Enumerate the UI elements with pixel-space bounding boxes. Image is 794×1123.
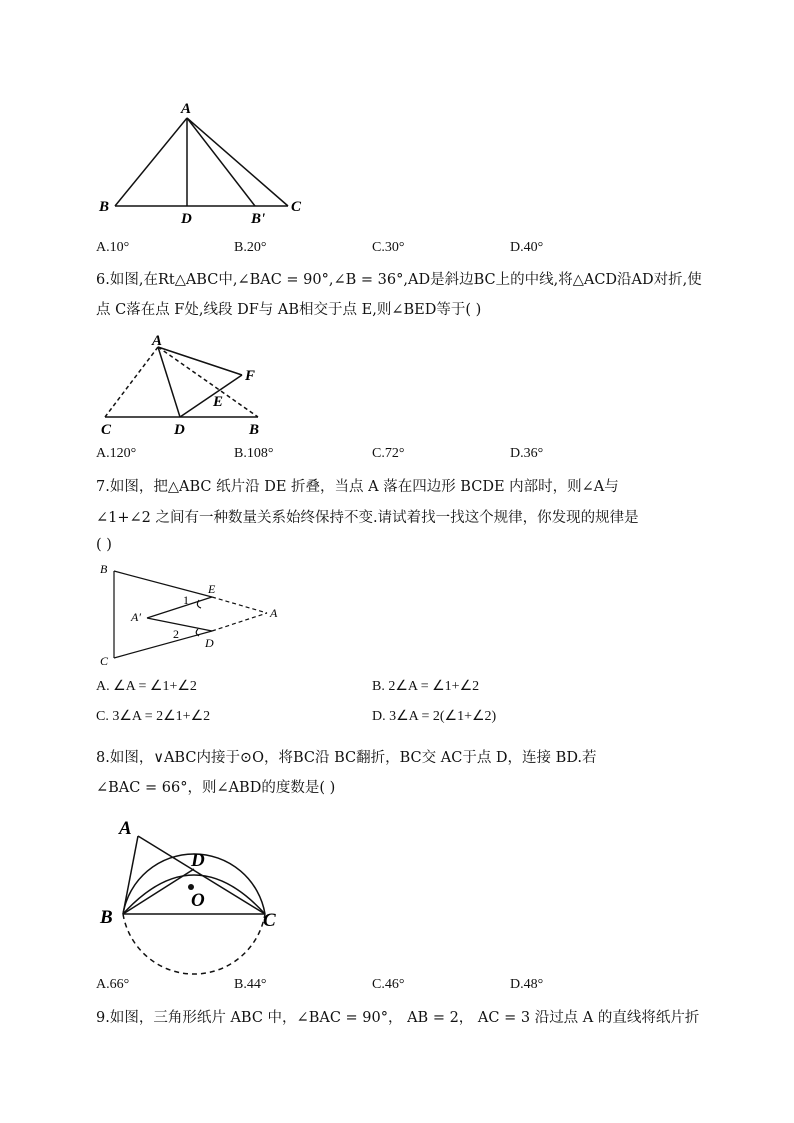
q5-label-b: B	[99, 199, 110, 215]
q6-label-f: F	[245, 368, 256, 384]
q5-option-a[interactable]: A.10°	[96, 240, 130, 255]
q7-option-b[interactable]: B. 2∠A = ∠1+∠2	[372, 679, 480, 694]
q5-label-b-prime: B'	[251, 211, 266, 227]
q5-option-d[interactable]: D.40°	[510, 240, 544, 255]
q7-label-angle1: 1	[183, 593, 189, 607]
q7-option-d[interactable]: D. 3∠A = 2(∠1+∠2)	[372, 709, 497, 724]
q6-option-b[interactable]: B.108°	[234, 446, 274, 461]
q5-option-c[interactable]: C.30°	[372, 240, 405, 255]
q8-label-a: A	[119, 818, 132, 839]
q7-label-b: B	[100, 562, 108, 576]
q5-label-c: C	[291, 199, 302, 215]
q7-figure	[95, 558, 290, 670]
q8-text-line2: ∠BAC = 66°，则∠ABD的度数是( )	[96, 780, 336, 796]
q6-text-line1: 6.如图,在Rt△ABC中,∠BAC = 90°,∠B = 36°,AD是斜边BC上的中线,将△ACD沿AD对折,使	[96, 272, 702, 288]
q5-figure	[95, 98, 310, 230]
q7-text-line2: ∠1+∠2 之间有一种数量关系始终保持不变.请试着找一找这个规律，你发现的规律是	[96, 510, 639, 526]
q8-option-b[interactable]: B.44°	[234, 977, 267, 992]
q6-option-c[interactable]: C.72°	[372, 446, 405, 461]
q8-label-b: B	[100, 907, 113, 928]
q8-option-d[interactable]: D.48°	[510, 977, 544, 992]
q7-text-line1: 7.如图，把△ABC 纸片沿 DE 折叠，当点 A 落在四边形 BCDE 内部时，则∠A与	[96, 479, 619, 495]
q7-label-a: A	[270, 606, 278, 620]
q7-text-line3: ( )	[96, 537, 112, 553]
q9-text-line1: 9.如图，三角形纸片 ABC 中，∠BAC = 90°， AB = 2， AC = 3 沿过点 A 的直线将纸片折	[96, 1010, 700, 1026]
q8-text-line1: 8.如图，∨ABC内接于⊙O，将BC沿 BC翻折，BC交 AC于点 D，连接 BD.若	[96, 750, 597, 766]
q5-label-a: A	[181, 101, 192, 117]
q6-label-a: A	[152, 333, 163, 349]
q7-label-a-prime: A′	[131, 610, 141, 624]
q7-option-c[interactable]: C. 3∠A = 2∠1+∠2	[96, 709, 211, 724]
q7-label-d: D	[205, 636, 214, 650]
q8-label-d: D	[191, 850, 205, 871]
q6-option-d[interactable]: D.36°	[510, 446, 544, 461]
q6-figure	[95, 330, 275, 440]
q6-label-d: D	[174, 422, 185, 438]
q5-option-b[interactable]: B.20°	[234, 240, 267, 255]
q6-label-c: C	[101, 422, 112, 438]
q7-label-c: C	[100, 654, 109, 668]
q7-option-a[interactable]: A. ∠A = ∠1+∠2	[96, 679, 197, 694]
q8-label-c: C	[263, 910, 276, 931]
q8-option-c[interactable]: C.46°	[372, 977, 405, 992]
q8-option-a[interactable]: A.66°	[96, 977, 130, 992]
q8-figure	[95, 806, 295, 976]
q5-label-d: D	[181, 211, 192, 227]
q7-label-angle2: 2	[173, 627, 179, 641]
q6-label-b: B	[249, 422, 260, 438]
q6-label-e: E	[213, 394, 224, 410]
q6-text-line2: 点 C落在点 F处,线段 DF与 AB相交于点 E,则∠BED等于( )	[96, 302, 482, 318]
q6-option-a[interactable]: A.120°	[96, 446, 137, 461]
q8-label-o: O	[191, 890, 205, 911]
q7-label-e: E	[208, 582, 216, 596]
